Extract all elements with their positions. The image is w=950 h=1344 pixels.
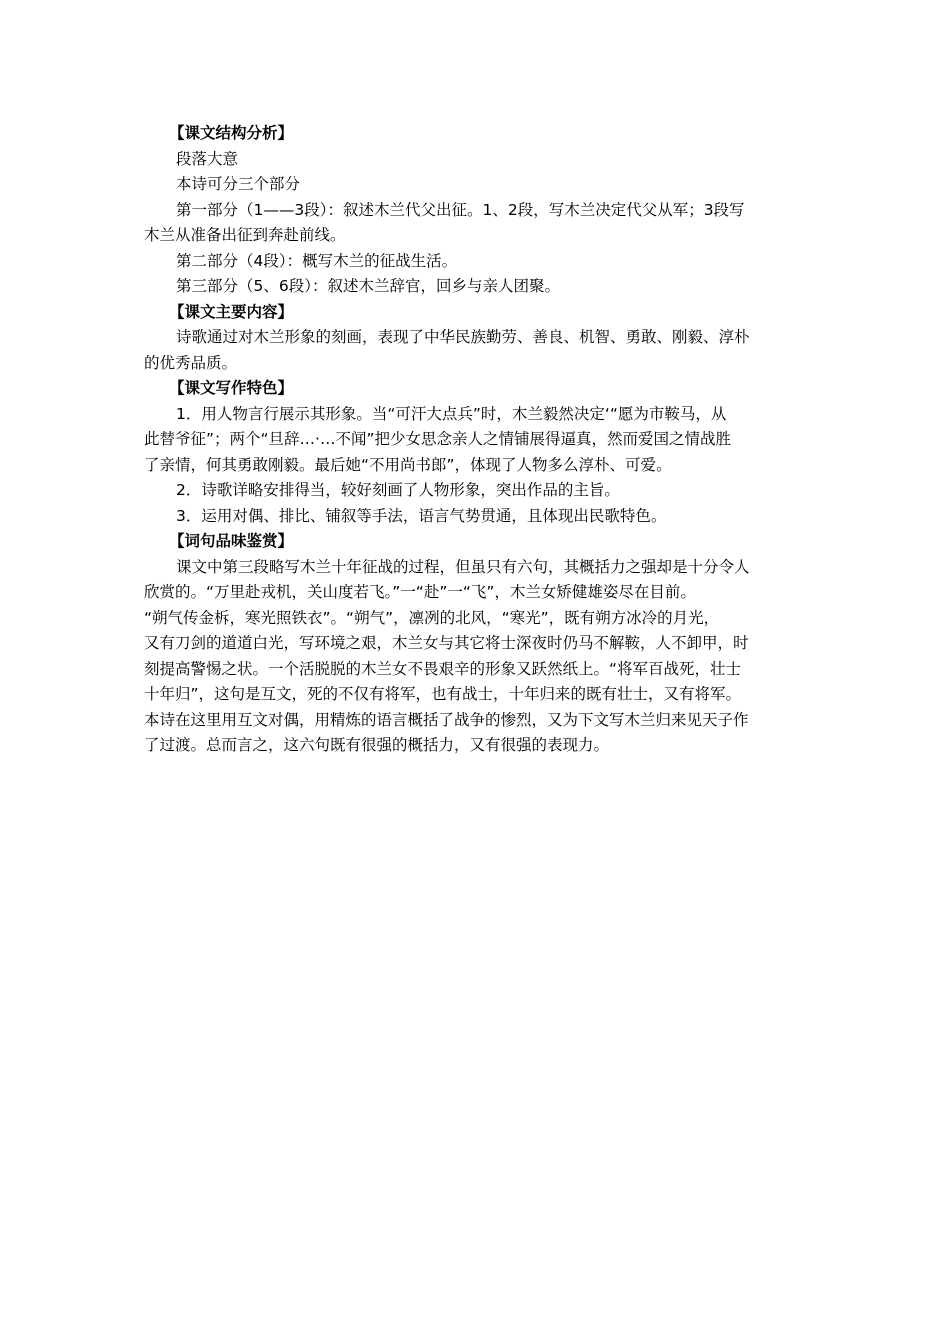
document-page [144,121,810,759]
content-section [144,300,810,377]
appreciation-line: 刻提高警惕之状。一个活脱脱的木兰女不畏艰辛的形象又跃然纸上。“将军百战死，壮士 [144,659,742,678]
features-section [144,376,810,529]
appreciation-line: 本诗在这里用互文对偶，用精炼的语言概括了战争的惨烈，又为下文写木兰归来见天子作 [144,710,749,729]
appreciation-line: 欣赏的。“万里赴戎机，关山度若飞。”一“赴”一“飞”，木兰女矫健雄姿尽在目前。 [144,583,696,601]
part1-line-continued: 木兰从准备出征到奔赴前线。 [144,226,346,244]
feature-item-1-continued: 此替爷征”；两个“旦辞…·…不闻”把少女思念亲人之情铺展得逼真，然而爱国之情战胜 [144,430,732,448]
structure-heading: 【课文结构分析】 [169,124,294,142]
paragraph-summary-label: 段落大意 [176,149,239,168]
part2-line: 第二部分（4段）：概写木兰的征战生活。 [176,251,458,270]
three-parts-line: 本诗可分三个部分 [176,175,301,193]
content-line-continued: 的优秀品质。 [144,353,238,372]
appreciation-line: “朔气传金柝，寒光照铁衣”。“朔气”，凛冽的北风，“寒光”，既有朔方冰冷的月光， [144,608,720,627]
feature-item-1: 1．用人物言行展示其形象。当“可汗大点兵”时，木兰毅然决定‘“愿为市鞍马，从 [176,404,727,423]
feature-item-2: 2．诗歌详略安排得当，较好刻画了人物形象，突出作品的主旨。 [176,481,620,499]
features-heading: 【课文写作特色】 [169,379,294,397]
part1-line: 第一部分（1——3段）：叙述木兰代父出征。1、2段，写木兰决定代父从军；3段写 [176,200,745,219]
structure-section [144,121,810,300]
appreciation-line: 又有刀剑的道道白光，写环境之艰，木兰女与其它将士深夜时仍马不解鞍，人不卸甲，时 [144,634,749,652]
appreciation-heading: 【词句品味鉴赏】 [169,532,294,550]
part3-line: 第三部分（5、6段）：叙述木兰辞官，回乡与亲人团聚。 [176,277,560,295]
appreciation-line: 课文中第三段略写木兰十年征战的过程，但虽只有六句，其概括力之强却是十分令人 [176,557,750,576]
feature-item-3: 3．运用对偶、排比、铺叙等手法，语言气势贯通，且体现出民歌特色。 [176,506,667,525]
appreciation-line: 了过渡。总而言之，这六句既有很强的概括力，又有很强的表现力。 [144,736,610,754]
content-line: 诗歌通过对木兰形象的刻画，表现了中华民族勤劳、善良、机智、勇敢、刚毅、淳朴 [176,328,750,346]
feature-item-1-continued: 了亲情，何其勇敢刚毅。最后她“不用尚书郎”，体现了人物多么淳朴、可爱。 [144,455,672,474]
content-heading: 【课文主要内容】 [169,302,294,321]
appreciation-section [144,529,810,759]
appreciation-line: 十年归”，这句是互文，死的不仅有将军，也有战士，十年归来的既有壮士，又有将军。 [144,685,742,703]
